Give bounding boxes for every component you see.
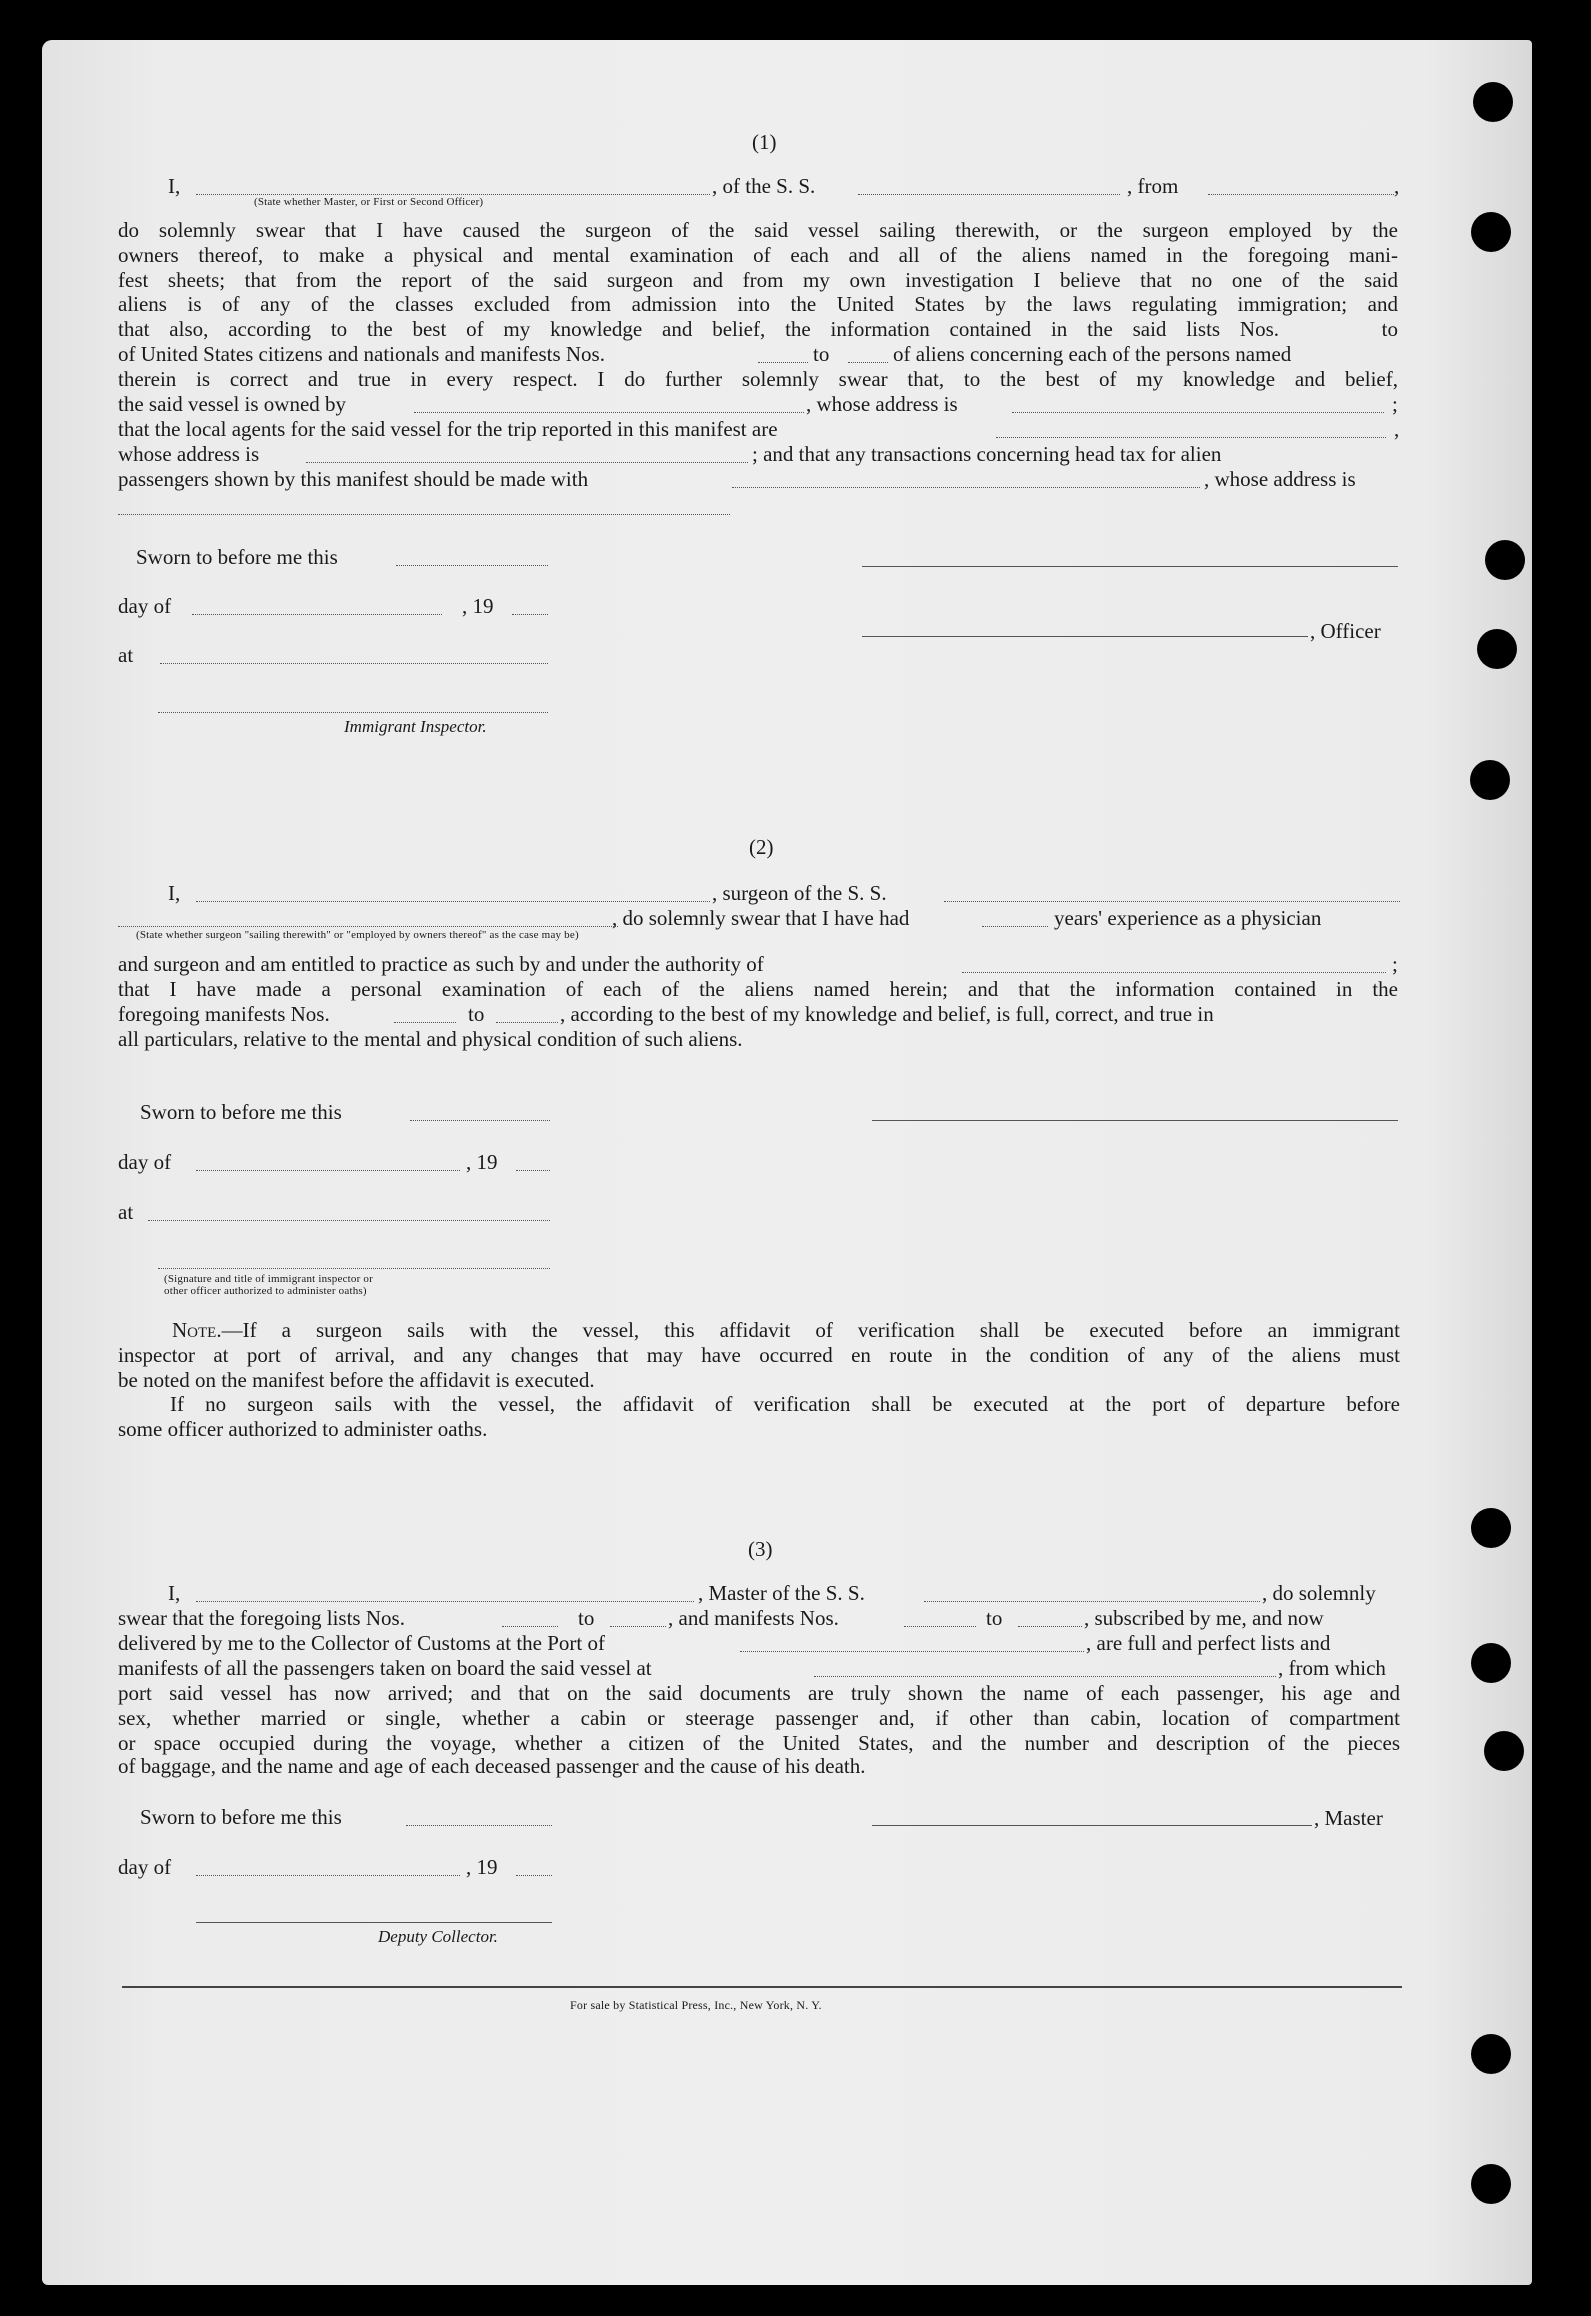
swear-label: , do solemnly swear that I have had xyxy=(612,906,910,930)
manifest-to-field[interactable] xyxy=(496,1022,558,1023)
collector-signature-line[interactable] xyxy=(196,1922,552,1923)
body-text: of aliens concerning each of the persons named xyxy=(893,342,1292,366)
day-of-label: day of xyxy=(118,594,172,618)
address-label: , whose address is xyxy=(1204,467,1356,491)
sworn-label: Sworn to before me this xyxy=(140,1100,342,1124)
authority-label: and surgeon and am entitled to practice as such by and under the authority of xyxy=(118,952,764,976)
punch-hole xyxy=(1471,1643,1511,1683)
location-field[interactable] xyxy=(148,1220,550,1221)
official-signature-line[interactable] xyxy=(158,1268,550,1269)
affidavit-body: port said vessel has now arrived; and that on the said documents are truly shown the name of each passenger, his age and sex, whether married or single, whether a cabin or steerage passenger and, if other than cabin, location of compartment or space occupied during the voyage, whether a citizen of the United States, and the number and description of the pieces xyxy=(118,1681,1400,1755)
signature-caption: (Signature and title of immigrant inspector or xyxy=(164,1273,373,1285)
inspector-caption: Immigrant Inspector. xyxy=(344,717,487,736)
sworn-date-field[interactable] xyxy=(406,1825,552,1826)
punch-hole xyxy=(1471,1508,1511,1548)
punch-hole xyxy=(1471,2164,1511,2204)
address-label: , whose address is xyxy=(806,392,958,416)
manifest-to-field[interactable] xyxy=(1018,1626,1082,1627)
to-label: to xyxy=(468,1002,485,1026)
punch-hole xyxy=(1470,760,1510,800)
list-to-field[interactable] xyxy=(610,1626,666,1627)
surgeon-status-field[interactable] xyxy=(118,926,618,927)
citizen-list-from-field[interactable] xyxy=(758,362,808,363)
sworn-label: Sworn to before me this xyxy=(140,1805,342,1829)
sworn-date-field[interactable] xyxy=(396,565,548,566)
vessel-name-field[interactable] xyxy=(924,1601,1260,1602)
manifests-label: , and manifests Nos. xyxy=(668,1606,839,1630)
body-text: , from which xyxy=(1278,1656,1386,1680)
signature-caption: other officer authorized to administer oaths) xyxy=(164,1285,367,1297)
body-text: therein is correct and true in every respect. I do further solemnly swear that, to the best of my knowledge and belief, xyxy=(118,367,1398,391)
year-prefix: , 19 xyxy=(466,1855,498,1879)
master-title-label: , Master xyxy=(1314,1806,1383,1830)
licensing-authority-field[interactable] xyxy=(962,972,1386,973)
from-label: , from xyxy=(1127,174,1179,198)
body-text: that I have made a personal examination of each of the aliens named herein; and that the information contained in the xyxy=(118,977,1398,1001)
body-text: of baggage, and the name and age of each deceased passenger and the cause of his death. xyxy=(118,1754,866,1778)
to-label: to xyxy=(578,1606,595,1630)
punch-hole xyxy=(1473,82,1513,122)
field-caption: (State whether Master, or First or Second Officer) xyxy=(254,196,484,208)
body-text: all particulars, relative to the mental and physical condition of such aliens. xyxy=(118,1027,743,1051)
master-signature-line[interactable] xyxy=(872,1825,1312,1826)
address-label: whose address is xyxy=(118,442,260,466)
at-label: at xyxy=(118,1200,134,1224)
affidavit-body: do solemnly swear that I have caused the surgeon of the said vessel sailing therewith, or the surgeon employed by the owners thereof, to make a physical and mental examination of each and all of the aliens named in the foregoing mani- fest sheets; that from the report of the said surgeon and from my own investigation I believe that no one of the said aliens is of any of the classes excluded from admission into the United States by the laws regulating immigration; and that also, according to the best of my knowledge and belief, the information contained in the said lists Nos. to xyxy=(118,218,1398,342)
head-tax-contact-field[interactable] xyxy=(732,487,1200,488)
note-label: Note. xyxy=(172,1318,222,1342)
punch-hole xyxy=(1485,540,1525,580)
embark-label: manifests of all the passengers taken on board the said vessel at xyxy=(118,1656,652,1680)
month-field[interactable] xyxy=(192,614,442,615)
year-prefix: , 19 xyxy=(466,1150,498,1174)
vessel-name-field[interactable] xyxy=(858,194,1120,195)
footer-rule xyxy=(122,1986,1402,1988)
manifest-from-field[interactable] xyxy=(394,1022,456,1023)
day-of-label: day of xyxy=(118,1855,172,1879)
day-of-label: day of xyxy=(118,1150,172,1174)
collector-caption: Deputy Collector. xyxy=(378,1927,498,1946)
affiant-prefix: I, xyxy=(168,174,181,198)
to-label: to xyxy=(813,342,830,366)
affiant-prefix: I, xyxy=(168,881,181,905)
semicolon: ; xyxy=(1392,952,1398,976)
year-field[interactable] xyxy=(516,1875,552,1876)
local-agents-field[interactable] xyxy=(996,437,1386,438)
comma: , xyxy=(1394,174,1400,198)
body-text: ; and that any transactions concerning head tax for alien xyxy=(752,442,1222,466)
departure-port-field[interactable] xyxy=(1208,194,1394,195)
year-field[interactable] xyxy=(516,1170,550,1171)
owner-address-field[interactable] xyxy=(1012,412,1384,413)
printer-credit: For sale by Statistical Press, Inc., New York, N. Y. xyxy=(570,1998,822,2012)
field-caption: (State whether surgeon "sailing therewith" or "employed by owners thereof" as the case may be) xyxy=(136,929,579,941)
sworn-label: Sworn to before me this xyxy=(136,545,338,569)
to-label: to xyxy=(986,1606,1003,1630)
section-number: (2) xyxy=(749,835,774,859)
officer-rank-field[interactable] xyxy=(196,194,710,195)
agents-label: that the local agents for the said vessel for the trip reported in this manifest are xyxy=(118,417,778,441)
comma: , xyxy=(1394,417,1400,441)
citizen-list-to-field[interactable] xyxy=(848,362,888,363)
surgeon-label: , surgeon of the S. S. xyxy=(712,881,887,905)
head-tax-address-field[interactable] xyxy=(118,514,730,515)
body-text: of United States citizens and nationals and manifests Nos. xyxy=(118,342,605,366)
officer-signature-line[interactable] xyxy=(862,566,1398,567)
vessel-label: , of the S. S. xyxy=(712,174,816,198)
body-text: , subscribed by me, and now xyxy=(1084,1606,1324,1630)
owner-label: the said vessel is owned by xyxy=(118,392,347,416)
month-field[interactable] xyxy=(196,1170,460,1171)
punch-hole xyxy=(1471,212,1511,252)
agents-address-field[interactable] xyxy=(306,462,748,463)
location-field[interactable] xyxy=(160,663,548,664)
head-tax-label: passengers shown by this manifest should be made with xyxy=(118,467,589,491)
vessel-owner-field[interactable] xyxy=(414,412,804,413)
inspector-signature-line[interactable] xyxy=(158,712,548,713)
punch-hole xyxy=(1484,1731,1524,1771)
year-prefix: , 19 xyxy=(462,594,494,618)
vessel-name-field[interactable] xyxy=(944,901,1400,902)
master-label: , Master of the S. S. xyxy=(698,1581,865,1605)
body-text: , do solemnly xyxy=(1262,1581,1376,1605)
embarkation-port-field[interactable] xyxy=(814,1676,1276,1677)
note-block: Note.—If a surgeon sails with the vessel, this affidavit of verification shall be executed before an immigrant inspector at port of arrival, and any changes that may have occurred en route in the condition of any of the aliens must be noted on the manifest before the affidavit is executed. If no surgeon sails with the vessel, the affidavit of verification shall be executed at the port of departure before some officer authorized to administer oaths. xyxy=(118,1318,1400,1442)
section-number: (3) xyxy=(748,1537,773,1561)
section-number: (1) xyxy=(752,130,777,154)
punch-hole xyxy=(1471,2034,1511,2074)
at-label: at xyxy=(118,643,134,667)
surgeon-name-field[interactable] xyxy=(196,901,710,902)
years-experience-field[interactable] xyxy=(982,926,1048,927)
manifests-label: foregoing manifests Nos. xyxy=(118,1002,330,1026)
body-text: , are full and perfect lists and xyxy=(1086,1631,1331,1655)
master-name-field[interactable] xyxy=(196,1601,694,1602)
port-field[interactable] xyxy=(740,1651,1084,1652)
surgeon-signature-line[interactable] xyxy=(872,1120,1398,1121)
semicolon: ; xyxy=(1392,392,1398,416)
officer-label: , Officer xyxy=(1310,619,1381,643)
officer-title-line[interactable] xyxy=(862,636,1308,637)
lists-label: swear that the foregoing lists Nos. xyxy=(118,1606,405,1630)
years-label: years' experience as a physician xyxy=(1054,906,1322,930)
month-field[interactable] xyxy=(196,1875,460,1876)
punch-hole xyxy=(1477,629,1517,669)
year-field[interactable] xyxy=(512,614,548,615)
affiant-prefix: I, xyxy=(168,1581,181,1605)
sworn-date-field[interactable] xyxy=(410,1120,550,1121)
collector-port-label: delivered by me to the Collector of Customs at the Port of xyxy=(118,1631,605,1655)
body-text: , according to the best of my knowledge and belief, is full, correct, and true in xyxy=(560,1002,1214,1026)
manifest-from-field[interactable] xyxy=(904,1626,976,1627)
list-from-field[interactable] xyxy=(502,1626,558,1627)
